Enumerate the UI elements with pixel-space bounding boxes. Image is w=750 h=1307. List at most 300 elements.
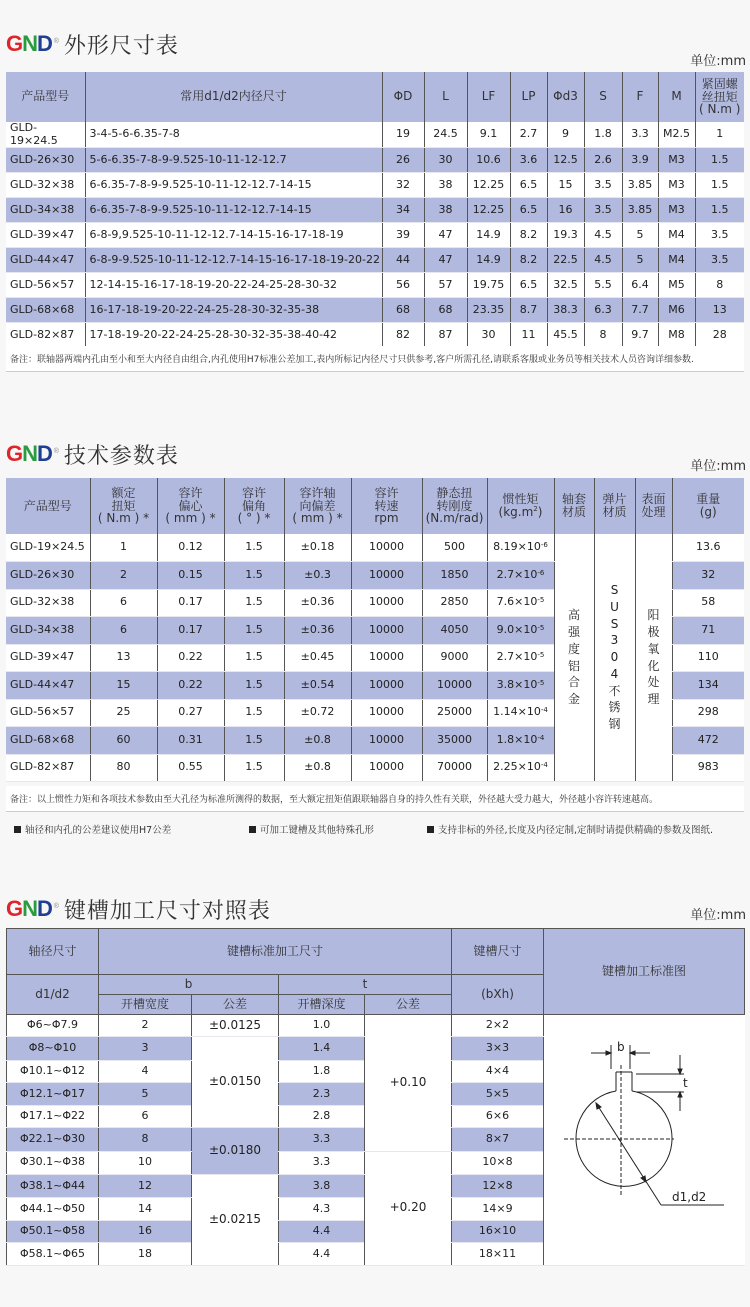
col-f: F: [622, 72, 658, 122]
cell-model: GLD-68×68: [6, 727, 90, 755]
logo-letter-d: D: [37, 896, 52, 921]
vertical-char: 理: [647, 692, 660, 707]
cell-D: 44: [382, 248, 424, 273]
dimensions-note: 备注：联轴器两端内孔由至小和至大内径自由组合,内孔使用H7标准公差加工,表内所标记内径尺寸只供参考,客户所需孔径,请联系客服或业务员等相关技术人员咨询详细参数.: [6, 346, 744, 372]
cell-model: GLD-19×24.5: [6, 122, 85, 148]
vertical-char: 3: [610, 633, 619, 648]
col-m: M: [658, 72, 695, 122]
cell-t-depth: 1.0: [279, 1015, 365, 1037]
cell-inertia: [487, 754, 554, 782]
col-shaft: 轴径尺寸: [7, 929, 99, 975]
cell-model: GLD-34×38: [6, 198, 85, 223]
cell-M: M5: [658, 273, 695, 298]
header-line: 轴套: [561, 492, 586, 507]
cell-b-width: 4: [99, 1060, 192, 1082]
cell-weight: 983: [672, 754, 744, 782]
cell-inertia: [487, 589, 554, 617]
cell-t-depth: 1.8: [279, 1060, 365, 1082]
col-model: 产品型号: [6, 72, 85, 122]
cell-d3: 45.5: [547, 323, 584, 348]
cell-S: 6.3: [584, 298, 622, 323]
keyway-table: [6, 928, 745, 1266]
page-title: 外形尺寸表: [63, 33, 179, 59]
cell-L: 30: [424, 148, 467, 173]
cell-t-depth: 3.8: [279, 1174, 365, 1198]
cell-inertia: [487, 727, 554, 755]
col-speed: [351, 478, 422, 534]
header-line: 扭矩: [111, 498, 136, 513]
cell-stiff: 2850: [422, 589, 487, 617]
col-model: 产品型号: [6, 478, 90, 534]
col-bxh: (bXh): [452, 975, 544, 1015]
cell-angle: 1.5: [224, 562, 284, 590]
col-b: b: [99, 975, 279, 995]
cell-model: GLD-26×30: [6, 562, 90, 590]
cell-model: GLD-44×47: [6, 672, 90, 700]
cell-bores: 16-17-18-19-20-22-24-25-28-30-32-35-38: [85, 298, 382, 323]
unit-label: 单位:mm: [690, 54, 746, 69]
cell-inertia: [487, 672, 554, 700]
cell-speed: 10000: [351, 699, 422, 727]
cell-d3: 15: [547, 173, 584, 198]
table-row: [6, 534, 744, 562]
header-line: ( N.m ): [699, 102, 741, 117]
inertia-exponent: -6: [537, 568, 545, 577]
cell-stiff: 70000: [422, 754, 487, 782]
cell-angle: 1.5: [224, 727, 284, 755]
cell-d3: 19.3: [547, 223, 584, 248]
bullet-item: [427, 822, 713, 836]
cell-key-size: 3×3: [452, 1037, 544, 1060]
section-title-dimensions: [6, 24, 179, 64]
cell-weight: 110: [672, 644, 744, 672]
cell-t-tolerance: +0.10: [365, 1015, 452, 1152]
col-inertia: [487, 478, 554, 534]
vertical-char: 不: [608, 683, 621, 698]
cell-weight: 71: [672, 617, 744, 645]
cell-F: 3.9: [622, 148, 658, 173]
cell-model: GLD-68×68: [6, 298, 85, 323]
col-hub-material: [554, 478, 594, 534]
cell-LP: 3.6: [510, 148, 547, 173]
cell-speed: 10000: [351, 754, 422, 782]
cell-F: 3.85: [622, 198, 658, 223]
logo-letter-n: N: [22, 31, 38, 56]
cell-angle: 1.5: [224, 617, 284, 645]
header-line: (g): [699, 505, 717, 519]
inertia-mantissa: 7.6×10: [496, 595, 538, 609]
cell-d3: 16: [547, 198, 584, 223]
cell-axial: ±0.36: [284, 617, 351, 645]
cell-shaft: Φ8~Φ10: [7, 1037, 99, 1060]
cell-bores: 6-6.35-7-8-9-9.525-10-11-12-12.7-14-15: [85, 198, 382, 223]
cell-S: 2.6: [584, 148, 622, 173]
cell-LF: 14.9: [467, 223, 510, 248]
unit-label: 单位:mm: [690, 908, 746, 923]
cell-ecc: 0.31: [157, 727, 224, 755]
cell-model: GLD-32×38: [6, 173, 85, 198]
vertical-char: 铝: [567, 658, 580, 673]
cell-LF: 10.6: [467, 148, 510, 173]
inertia-mantissa: 2.7×10: [496, 567, 538, 581]
cell-speed: 10000: [351, 644, 422, 672]
inertia-mantissa: 2.7×10: [496, 650, 538, 664]
inertia-exponent: -5: [537, 623, 545, 632]
header-line: 向偏差: [299, 498, 336, 513]
section-heading: 技术参数表: [63, 443, 179, 469]
cell-torque: 13: [695, 298, 744, 323]
cell-angle: 1.5: [224, 672, 284, 700]
section-title-keyway: [6, 889, 271, 929]
cell-t-depth: 4.4: [279, 1220, 365, 1242]
cell-axial: ±0.54: [284, 672, 351, 700]
cell-b-width: 10: [99, 1151, 192, 1174]
cell-LF: 14.9: [467, 248, 510, 273]
cell-F: 9.7: [622, 323, 658, 348]
table-row: [6, 223, 744, 248]
vertical-char: 0: [610, 650, 619, 665]
col-angle: [224, 478, 284, 534]
cell-D: 19: [382, 122, 424, 148]
cell-weight: 134: [672, 672, 744, 700]
cell-bores: 5-6-6.35-7-8-9-9.525-10-11-12-12.7: [85, 148, 382, 173]
cell-angle: 1.5: [224, 699, 284, 727]
cell-D: 32: [382, 173, 424, 198]
cell-key-size: 16×10: [452, 1220, 544, 1242]
header-line: 偏心: [178, 498, 203, 513]
cell-model: GLD-19×24.5: [6, 534, 90, 562]
cell-key-size: 18×11: [452, 1243, 544, 1265]
cell-M: M3: [658, 173, 695, 198]
cell-F: 3.85: [622, 173, 658, 198]
inertia-exponent: -6: [540, 541, 548, 550]
cell-S: 5.5: [584, 273, 622, 298]
cell-t-depth: 4.4: [279, 1243, 365, 1265]
cell-stiff: 500: [422, 534, 487, 562]
cell-S: 3.5: [584, 173, 622, 198]
cell-t-depth: 1.4: [279, 1037, 365, 1060]
header-line: 额定: [111, 486, 136, 501]
cell-ecc: 0.17: [157, 589, 224, 617]
cell-angle: 1.5: [224, 754, 284, 782]
header-line: 材质: [602, 505, 627, 519]
header-line: 丝扭矩: [701, 89, 738, 104]
registered-mark: ®: [53, 903, 58, 910]
cell-d3: 32.5: [547, 273, 584, 298]
cell-b-width: 18: [99, 1243, 192, 1265]
cell-weight: 13.6: [672, 534, 744, 562]
cell-D: 26: [382, 148, 424, 173]
cell-shaft: Φ17.1~Φ22: [7, 1105, 99, 1127]
vertical-char: 极: [647, 624, 660, 639]
keyway-diagram: [544, 1015, 745, 1266]
cell-key-size: 5×5: [452, 1083, 544, 1105]
cell-ecc: 0.22: [157, 672, 224, 700]
cell-L: 24.5: [424, 122, 467, 148]
header-line: 紧固螺: [701, 77, 738, 92]
vertical-char: S: [610, 616, 619, 631]
vertical-char: 金: [567, 692, 580, 707]
cell-axial: ±0.3: [284, 562, 351, 590]
cell-LP: 8.7: [510, 298, 547, 323]
cell-stiff: 35000: [422, 727, 487, 755]
cell-S: 4.5: [584, 223, 622, 248]
cell-inertia: [487, 699, 554, 727]
cell-d3: 22.5: [547, 248, 584, 273]
cell-t-depth: 2.3: [279, 1083, 365, 1105]
cell-LF: 19.75: [467, 273, 510, 298]
cell-b-width: 6: [99, 1105, 192, 1127]
cell-L: 47: [424, 248, 467, 273]
cell-b-width: 8: [99, 1128, 192, 1151]
cell-axial: ±0.72: [284, 699, 351, 727]
inertia-mantissa: 2.25×10: [493, 760, 541, 774]
col-eccentricity: [157, 478, 224, 534]
table-row: [6, 298, 744, 323]
cell-axial: ±0.45: [284, 644, 351, 672]
header-line: 容许: [374, 486, 399, 501]
col-surface: [635, 478, 672, 534]
cell-D: 34: [382, 198, 424, 223]
header-line: 惯性矩: [502, 492, 539, 507]
cell-LP: 11: [510, 323, 547, 348]
cell-LF: 9.1: [467, 122, 510, 148]
table-row: [6, 173, 744, 198]
cell-stiff: 4050: [422, 617, 487, 645]
cell-b-width: 5: [99, 1083, 192, 1105]
cell-axial: ±0.8: [284, 754, 351, 782]
vertical-char: 高: [567, 608, 580, 623]
logo-letter-n: N: [22, 896, 38, 921]
inertia-exponent: -5: [537, 678, 545, 687]
header-text: (kg.m: [498, 505, 534, 519]
table-header: [6, 72, 744, 122]
cell-torque: 1: [695, 122, 744, 148]
bullet-text: 支持非标的外径,长度及内径定制,定制时请提供精确的参数及图纸.: [438, 825, 714, 836]
cell-M: M2.5: [658, 122, 695, 148]
vertical-char: 化: [647, 658, 660, 673]
cell-d3: 9: [547, 122, 584, 148]
inertia-mantissa: 1.8×10: [496, 732, 538, 746]
inertia-mantissa: 8.19×10: [493, 540, 541, 554]
cell-inertia: [487, 617, 554, 645]
col-rated-torque: [90, 478, 157, 534]
cell-b-width: 2: [99, 1015, 192, 1037]
diagram-label-diameter: d1,d2: [672, 1190, 707, 1204]
cell-torque: 1.5: [695, 173, 744, 198]
cell-model: GLD-26×30: [6, 148, 85, 173]
cell-speed: 10000: [351, 562, 422, 590]
cell-b-width: 14: [99, 1198, 192, 1220]
cell-surface-treatment: [635, 534, 672, 782]
cell-torque: 80: [90, 754, 157, 782]
col-screw-torque: [695, 72, 744, 122]
cell-shaft: Φ10.1~Φ12: [7, 1060, 99, 1082]
col-t: t: [279, 975, 452, 995]
logo-letter-g: G: [6, 441, 23, 466]
cell-speed: 10000: [351, 534, 422, 562]
table-header: [7, 929, 745, 975]
cell-L: 68: [424, 298, 467, 323]
header-line: ( mm ) *: [165, 511, 216, 526]
cell-ecc: 0.27: [157, 699, 224, 727]
table-row: [6, 198, 744, 223]
logo-letter-d: D: [37, 441, 52, 466]
cell-angle: 1.5: [224, 644, 284, 672]
cell-inertia: [487, 534, 554, 562]
header-line: [488, 506, 554, 519]
inertia-exponent: -5: [537, 596, 545, 605]
bullet-text: 可加工键槽及其他特殊孔形: [260, 825, 375, 836]
cell-inertia: [487, 644, 554, 672]
cell-LP: 6.5: [510, 198, 547, 223]
cell-t-tolerance: +0.20: [365, 1151, 452, 1265]
cell-S: 3.5: [584, 198, 622, 223]
unit-label: 单位:mm: [690, 459, 746, 474]
cell-M: M6: [658, 298, 695, 323]
cell-stiff: 9000: [422, 644, 487, 672]
cell-ecc: 0.15: [157, 562, 224, 590]
col-lp: LP: [510, 72, 547, 122]
cell-LP: 8.2: [510, 223, 547, 248]
col-b-width: 开槽宽度: [99, 995, 192, 1015]
cell-key-size: 6×6: [452, 1105, 544, 1127]
vertical-char: 处: [647, 675, 660, 690]
cell-speed: 10000: [351, 617, 422, 645]
cell-t-depth: 3.3: [279, 1151, 365, 1174]
cell-S: 8: [584, 323, 622, 348]
cell-shaft: Φ30.1~Φ38: [7, 1151, 99, 1174]
cell-weight: 58: [672, 589, 744, 617]
cell-M: M4: [658, 223, 695, 248]
table-row: [6, 122, 744, 148]
feature-bullets: [14, 822, 744, 836]
section-title-tech-params: [6, 434, 179, 474]
cell-D: 39: [382, 223, 424, 248]
header-line: 容许: [241, 486, 266, 501]
logo-letter-g: G: [6, 31, 23, 56]
inertia-exponent: -5: [537, 651, 545, 660]
col-outer-diameter: ΦD: [382, 72, 424, 122]
vertical-char: 锈: [608, 700, 621, 715]
cell-L: 47: [424, 223, 467, 248]
cell-weight: 472: [672, 727, 744, 755]
cell-bores: 6-6.35-7-8-9-9.525-10-11-12-12.7-14-15: [85, 173, 382, 198]
col-bores: 常用d1/d2内径尺寸: [85, 72, 382, 122]
vertical-char: U: [610, 599, 619, 614]
header-line: ( mm ) *: [292, 511, 343, 526]
cell-M: M3: [658, 198, 695, 223]
cell-b-tolerance: ±0.0180: [192, 1128, 279, 1175]
cell-axial: ±0.8: [284, 727, 351, 755]
cell-t-depth: 4.3: [279, 1198, 365, 1220]
cell-ecc: 0.55: [157, 754, 224, 782]
cell-key-size: 4×4: [452, 1060, 544, 1082]
tech-params-note: 备注：以上惯性力矩和各项技术参数由至大孔径为标准所测得的数据，至大额定扭矩值跟联轴器自身的持久性有关联，外径越大受力越大，外径越小容许转速越高。: [6, 786, 744, 812]
cell-model: GLD-82×87: [6, 754, 90, 782]
vertical-char: S: [610, 582, 619, 597]
col-b-tol: 公差: [192, 995, 279, 1015]
cell-bores: 17-18-19-20-22-24-25-28-30-32-35-38-40-42: [85, 323, 382, 348]
cell-LP: 6.5: [510, 273, 547, 298]
gnd-logo: [6, 31, 58, 56]
section-heading: 键槽加工尺寸对照表: [63, 898, 271, 924]
inertia-exponent: -4: [540, 706, 548, 715]
square-bullet-icon: [249, 826, 256, 833]
cell-F: 7.7: [622, 298, 658, 323]
cell-model: GLD-39×47: [6, 223, 85, 248]
bullet-item: [249, 822, 427, 836]
cell-b-tolerance: ±0.0215: [192, 1174, 279, 1265]
cell-model: GLD-82×87: [6, 323, 85, 348]
col-lf: LF: [467, 72, 510, 122]
vertical-char: 强: [567, 624, 580, 639]
cell-ecc: 0.17: [157, 617, 224, 645]
header-text: ): [537, 505, 543, 519]
header-line: 静态扭: [436, 486, 473, 501]
table-row: [6, 323, 744, 348]
diagram-label-t: t: [683, 1076, 688, 1090]
logo-letter-g: G: [6, 896, 23, 921]
cell-F: 5: [622, 248, 658, 273]
cell-torque: 2: [90, 562, 157, 590]
cell-d3: 12.5: [547, 148, 584, 173]
cell-inertia: [487, 562, 554, 590]
cell-ecc: 0.22: [157, 644, 224, 672]
cell-stiff: 25000: [422, 699, 487, 727]
dimensions-table: [6, 72, 744, 348]
cell-model: GLD-44×47: [6, 248, 85, 273]
cell-L: 38: [424, 173, 467, 198]
header-line: 容许轴: [299, 486, 336, 501]
cell-M: M8: [658, 323, 695, 348]
bullet-item: [14, 822, 249, 836]
cell-torque: 8: [695, 273, 744, 298]
cell-key-size: 12×8: [452, 1174, 544, 1198]
keyway-diagram-icon: [544, 1015, 744, 1261]
vertical-char: 阳: [647, 608, 660, 623]
cell-shaft: Φ50.1~Φ58: [7, 1220, 99, 1242]
header-line: 处理: [641, 505, 666, 519]
cell-L: 38: [424, 198, 467, 223]
col-stiffness: [422, 478, 487, 534]
cell-LF: 12.25: [467, 173, 510, 198]
header-line: 重量: [696, 492, 721, 507]
logo-letter-n: N: [22, 441, 38, 466]
col-length: L: [424, 72, 467, 122]
vertical-char: 合: [567, 675, 580, 690]
header-line: 表面: [641, 492, 666, 507]
table-row: [6, 273, 744, 298]
cell-torque: 1: [90, 534, 157, 562]
cell-shaft: Φ12.1~Φ17: [7, 1083, 99, 1105]
cell-S: 1.8: [584, 122, 622, 148]
cell-key-size: 8×7: [452, 1128, 544, 1151]
col-weight: [672, 478, 744, 534]
col-diagram: 键槽加工标准图: [544, 929, 745, 1015]
col-s: S: [584, 72, 622, 122]
inertia-exponent: -4: [540, 761, 548, 770]
cell-axial: ±0.36: [284, 589, 351, 617]
table-row: [7, 1015, 745, 1037]
inertia-mantissa: 1.14×10: [493, 705, 541, 719]
header-line: 转速: [374, 498, 399, 513]
cell-shaft: Φ58.1~Φ65: [7, 1243, 99, 1265]
cell-hub-material: [554, 534, 594, 782]
cell-torque: 3.5: [695, 248, 744, 273]
table-header: [6, 478, 744, 534]
cell-speed: 10000: [351, 727, 422, 755]
